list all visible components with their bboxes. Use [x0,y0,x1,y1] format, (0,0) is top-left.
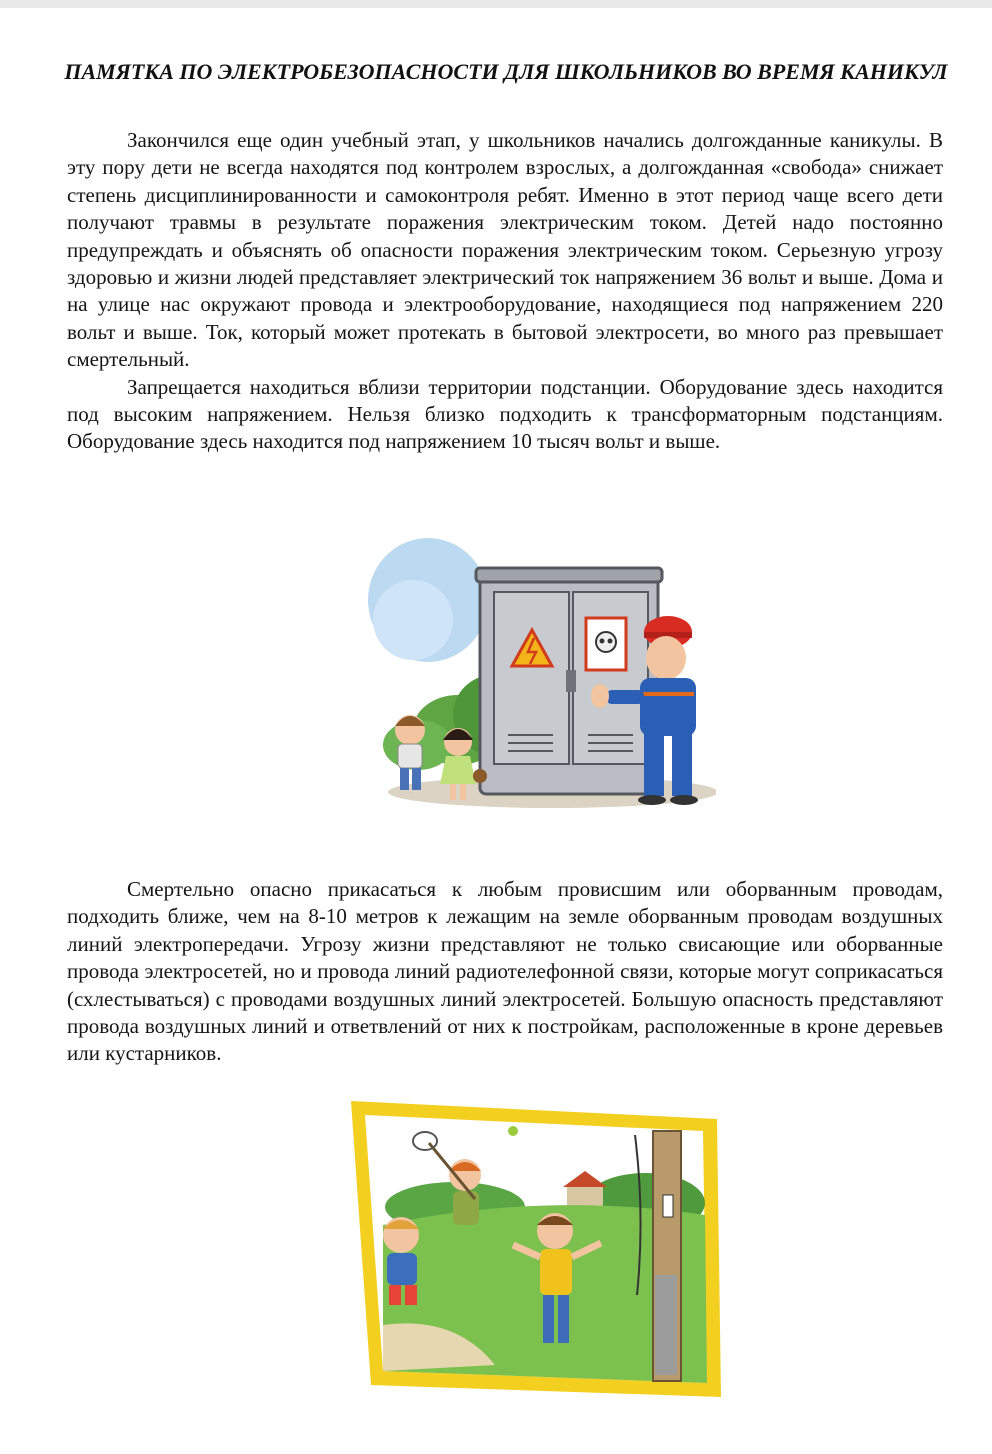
paragraph-substation: Запрещается находиться вблизи территории подстанции. Оборудование здесь находится под высоким напряжением. Нельзя близко подходить к трансформаторным подстанциям. Оборудование здесь находится под напряжением 10 тысяч вольт и выше. [67,374,943,454]
house [567,1185,603,1207]
boy-figure [395,715,425,790]
paragraph-wires: Смертельно опасно прикасаться к любым провисшим или оборванным проводам, подходить ближе, чем на 8-10 метров к лежащим на земле оборванным проводам воздушных линий электропередачи. Угрозу жизни представляют не только свисающие или оборванные провода электросетей, но и провода линий радиотелефонной связи, которые могут соприкасаться (схлестываться) с проводами воздушных линий электросетей. Большую опасность представляют провода воздушных линий и ответвлений от них к постройкам, расположенные в кроне деревьев или кустарников. [67,877,943,1066]
substation-picture [368,530,716,815]
paragraph-intro: Закончился еще один учебный этап, у школьников начались долгожданные каникулы. В эту пору дети не всегда находятся под контролем взрослых, а долгожданная «свобода» снижает степень дисциплинированности и самоконтроля ребят. Именно в этот период чаще всего дети получают травмы в результате поражения электрическим током. Детей надо постоянно предупреждать и объяснять об опасности поражения электрическим током. Серьезную угрозу здоровью и жизни людей представляет электрический ток напряжением 36 вольт и выше. Дома и на улице нас окружают провода и электрооборудование, находящиеся под напряжением 220 вольт и выше. Ток, который может протекать в бытовой электросети, во много раз превышает смертельный. [67,128,943,372]
playground-picture [345,1095,727,1403]
butterfly [508,1126,518,1136]
substation-illustration [368,530,716,815]
playground-illustration [345,1095,727,1403]
document-title: ПАМЯТКА ПО ЭЛЕКТРОБЕЗОПАСНОСТИ ДЛЯ ШКОЛЬНИКОВ ВО ВРЕМЯ КАНИКУЛ [64,59,948,84]
transformer-cabinet [476,568,662,794]
intro-text-block [67,127,943,456]
wires-text-block [67,876,943,1068]
